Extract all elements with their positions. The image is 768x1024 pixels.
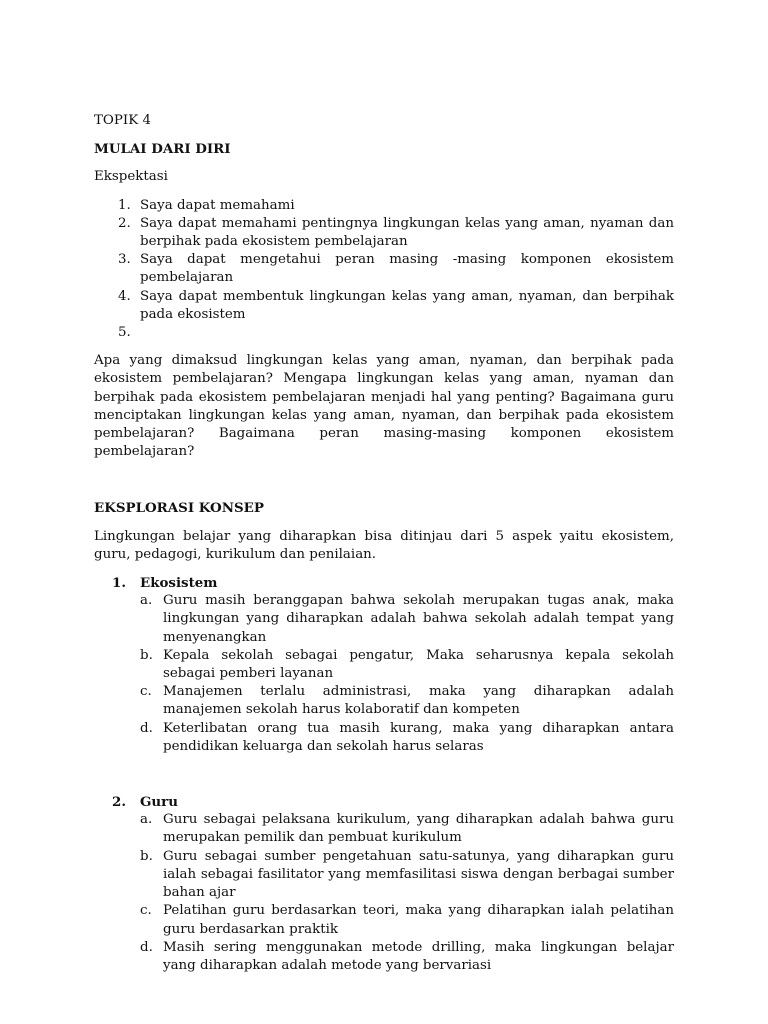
sub-list-item (140, 811, 674, 847)
sub-list-letter: a. (140, 812, 153, 828)
sub-list (140, 811, 674, 975)
sub-list-letter: d. (140, 939, 153, 955)
sub-list-letter: b. (140, 848, 153, 864)
list-item (94, 197, 674, 215)
sub-list-text: Guru sebagai pelaksana kurikulum, yang diharapkan adalah bahwa guru merupakan pemilik dan pembuat kurikulum (163, 812, 674, 846)
list-item (94, 251, 674, 287)
aspect-list (94, 574, 674, 975)
list-item-text: Saya dapat mengetahui peran masing -masing komponen ekosistem pembelajaran (140, 252, 674, 286)
section-intro: Lingkungan belajar yang diharapkan bisa ditinjau dari 5 aspek yaitu ekosistem, guru, pedagogi, kurikulum dan penilaian. (94, 528, 674, 562)
expectation-list (94, 197, 674, 343)
sub-list-item (140, 902, 674, 938)
sub-list-letter: c. (140, 903, 152, 919)
aspect-item (94, 574, 674, 756)
list-item (94, 215, 674, 251)
list-number: 1. (118, 197, 131, 213)
sub-list-text: Manajemen terlalu administrasi, maka yang diharapkan adalah manajemen sekolah harus kolaboratif dan kompeten (163, 684, 674, 718)
list-item-text: Saya dapat memahami (140, 197, 295, 213)
aspect-number: 2. (112, 794, 126, 811)
expectation-label: Ekspektasi (94, 169, 168, 185)
list-item (94, 324, 674, 342)
sub-list-letter: a. (140, 593, 153, 609)
aspect-item (94, 793, 674, 975)
aspect-label: Guru (140, 794, 178, 811)
section-heading: EKSPLORASI KONSEP (94, 500, 264, 517)
document-page (94, 112, 674, 975)
list-item-text: Saya dapat memahami pentingnya lingkungan kelas yang aman, nyaman dan berpihak pada ekosistem pembelajaran (140, 215, 674, 250)
sub-list-letter: d. (140, 720, 153, 736)
sub-list-item (140, 683, 674, 719)
sub-list-text: Keterlibatan orang tua masih kurang, maka yang diharapkan antara pendidikan keluarga dan sekolah harus selaras (163, 720, 674, 754)
aspect-number: 1. (112, 575, 126, 592)
sub-list-item (140, 647, 674, 683)
list-number: 3. (118, 252, 131, 268)
sub-list-text: Masih sering menggunakan metode drilling, maka lingkungan belajar yang diharapkan adalah metode yang bervariasi (163, 939, 674, 973)
sub-list-item (140, 592, 674, 647)
sub-list-item (140, 939, 674, 975)
sub-list-text: Pelatihan guru berdasarkan teori, maka yang diharapkan ialah pelatihan guru berdasarkan praktik (163, 903, 674, 937)
sub-list-text: Guru sebagai sumber pengetahuan satu-satunya, yang diharapkan guru ialah sebagai fasilitator yang memfasilitasi siswa dengan berbagai sumber bahan ajar (163, 848, 674, 901)
topic-heading: TOPIK 4 (94, 113, 151, 128)
sub-list-letter: c. (140, 684, 152, 700)
sub-list-text: Kepala sekolah sebagai pengatur, Maka seharusnya kepala sekolah sebagai pemberi layanan (163, 647, 674, 682)
aspect-label: Ekosistem (140, 575, 218, 592)
sub-list-item (140, 848, 674, 903)
question-paragraph: Apa yang dimaksud lingkungan kelas yang aman, nyaman, dan berpihak pada ekosistem pembelajaran? Mengapa lingkungan kelas yang aman, nyaman dan berpihak pada ekosistem pembelajaran menjadi hal yang penting? Bagaimana guru menciptakan lingkungan kelas yang aman, nyaman, dan berpihak pada ekosistem pembelajaran? Bagaimana peran masing-masing komponen ekosistem pembelajaran? (94, 353, 674, 460)
sub-list-letter: b. (140, 647, 153, 663)
sub-list-text: Guru masih beranggapan bahwa sekolah merupakan tugas anak, maka lingkungan yang diharapkan adalah bahwa sekolah adalah tempat yang menyenangkan (163, 593, 674, 645)
page-title: MULAI DARI DIRI (94, 141, 231, 158)
list-item (94, 288, 674, 324)
list-number: 5. (118, 325, 131, 341)
sub-list-item (140, 720, 674, 756)
list-item-text: Saya dapat membentuk lingkungan kelas yang aman, nyaman, dan berpihak pada ekosistem (140, 288, 674, 322)
sub-list (140, 592, 674, 756)
list-number: 2. (118, 215, 131, 231)
list-number: 4. (118, 288, 131, 304)
